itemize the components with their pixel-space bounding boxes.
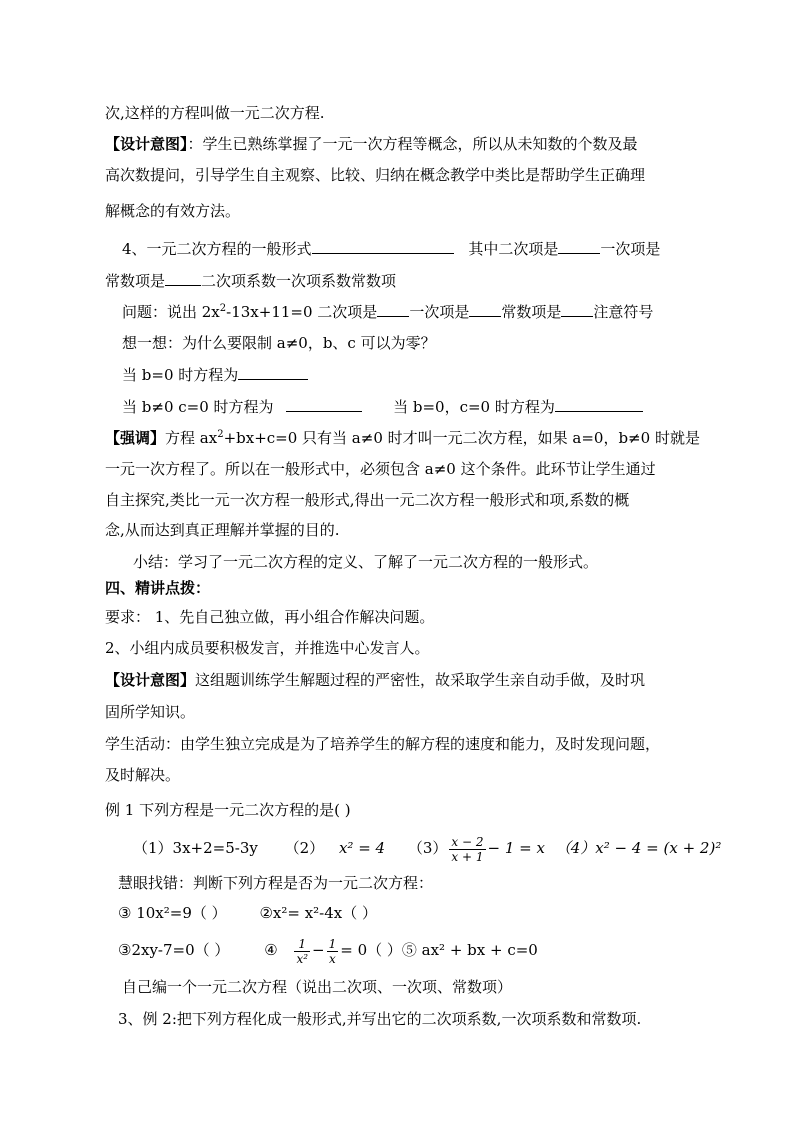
fill-blank[interactable] — [238, 364, 308, 380]
emphasis-label: 【强调】 — [105, 429, 166, 447]
question-line — [122, 301, 653, 322]
text-span: 一次项是 — [409, 303, 470, 321]
text-line: 自主探究,类比一元一次方程一般形式,得出一元二次方程一般形式和项,系数的概 — [105, 491, 630, 509]
text-line: 学生活动：由学生独立完成是为了培养学生的解方程的速度和能力，及时发现问题， — [105, 735, 661, 753]
text-line: 次,这样的方程叫做一元二次方程. — [105, 104, 325, 122]
text-span: 这组题训练学生解题过程的严密性，故采取学生亲自动手做，及时巩 — [195, 671, 646, 689]
text-line: 及时解决。 — [105, 766, 181, 784]
superscript: 2 — [219, 303, 227, 314]
text-span: +bx+c=0 只有当 a≠0 时才叫一元二次方程，如果 a=0，b≠0 时就是 — [223, 429, 700, 447]
fill-blank[interactable] — [377, 301, 409, 317]
text-line: 要求： 1、先自己独立做，再小组合作解决问题。 — [105, 608, 435, 626]
text-line — [122, 364, 308, 385]
example-2-line: 3、例 2:把下列方程化成一般形式,并写出它的二次项系数,一次项系数和常数项. — [118, 1010, 642, 1028]
fill-blank[interactable] — [165, 270, 201, 286]
item-4-5-text: = 0（ ）⑤ ax² + bx + c=0 — [340, 941, 538, 959]
fraction-numerator: 1 — [328, 936, 337, 951]
general-form-line — [122, 238, 660, 259]
text-span: 常数项是 — [501, 303, 562, 321]
text-line: 自己编一个一元二次方程（说出二次项、一次项、常数项） — [122, 978, 513, 996]
option-3-equation: − 1 = x — [487, 839, 545, 857]
text-span: 常数项是 — [105, 272, 166, 290]
fraction-denominator: x² — [296, 951, 309, 966]
item-1: ③ 10x²=9（ ） — [118, 904, 227, 922]
fill-blank[interactable] — [286, 396, 362, 412]
minus-sign: − — [312, 941, 325, 959]
item-3: ③2xy-7=0（ ） — [118, 941, 230, 959]
fraction-denominator: x — [329, 951, 336, 966]
text-span: 当 b≠0 c=0 时方程为 — [122, 398, 274, 416]
example-1-line: 例 1 下列方程是一元二次方程的是( ) — [105, 801, 351, 819]
fill-blank[interactable] — [558, 238, 600, 254]
text-span: -13x+11=0 二次项是 — [226, 303, 378, 321]
option-2-equation: x² = 4 — [338, 839, 386, 857]
fill-blank[interactable] — [555, 396, 643, 412]
option-4: （4）x² − 4 = (x + 2)² — [555, 839, 722, 857]
option-1: （1）3x+2=5-3y — [133, 839, 258, 857]
superscript: 2 — [217, 429, 224, 440]
text-span: 4、一元二次方程的一般形式 — [122, 240, 312, 258]
text-line: 解概念的有效方法。 — [105, 202, 241, 220]
item-4-label: ④ — [264, 941, 278, 959]
text-span: 二次项系数一次项系数常数项 — [201, 272, 397, 290]
text-span: 注意符号 — [593, 303, 654, 321]
text-line: 想一想：为什么要限制 a≠0，b、c 可以为零？ — [122, 334, 436, 352]
design-intent-label: 【设计意图】 — [105, 135, 188, 153]
fraction-numerator: x − 2 — [451, 834, 484, 849]
option-3-label: （3） — [407, 839, 448, 857]
fill-blank[interactable] — [312, 238, 454, 254]
text-span: 当 b=0，c=0 时方程为 — [393, 398, 555, 416]
emphasis-paragraph — [105, 428, 700, 448]
fill-blank[interactable] — [469, 301, 501, 317]
judge-line — [118, 932, 538, 968]
fraction-numerator: 1 — [294, 937, 310, 952]
text-line: 念,从而达到真正理解并掌握的目的. — [105, 521, 340, 539]
option-2-label: （2） — [284, 839, 325, 857]
text-line: 一元一次方程了。所以在一般形式中，必须包含 a≠0 这个条件。此环节让学生通过 — [105, 460, 656, 478]
text-span: 一次项是 — [600, 240, 661, 258]
summary-line: 小结：学习了一元二次方程的定义、了解了一元二次方程的一般形式。 — [133, 553, 599, 571]
text-span: 当 b=0 时方程为 — [122, 366, 239, 384]
text-span: 问题：说出 2x — [122, 303, 220, 321]
judge-line — [118, 903, 377, 923]
fill-blank[interactable] — [561, 301, 593, 317]
text-line — [122, 396, 643, 417]
fraction — [449, 835, 485, 864]
item-2: ②x²= x²-4x（ ） — [259, 904, 378, 922]
text-span: 其中二次项是 — [468, 240, 559, 258]
text-span: 方程 ax — [165, 429, 218, 447]
design-intent-paragraph — [105, 670, 645, 690]
text-span: ：学生已熟练掌握了一元一次方程等概念，所以从未知数的个数及最 — [187, 135, 638, 153]
text-line: 2、小组内成员要积极发言，并推选中心发言人。 — [105, 639, 430, 657]
text-line — [105, 270, 396, 291]
section-heading: 四、精讲点拨： — [105, 579, 211, 597]
example-1-options — [133, 830, 721, 866]
text-line: 固所学知识。 — [105, 703, 196, 721]
design-intent-label: 【设计意图】 — [105, 671, 196, 689]
design-intent-paragraph — [105, 134, 638, 154]
fraction — [294, 937, 310, 966]
fraction — [327, 937, 339, 966]
text-line: 慧眼找错：判断下列方程是否为一元二次方程： — [118, 874, 434, 892]
text-line: 高次数提问，引导学生自主观察、比较、归纳在概念教学中类比是帮助学生正确理 — [105, 166, 646, 184]
fraction-denominator: x + 1 — [451, 849, 484, 864]
